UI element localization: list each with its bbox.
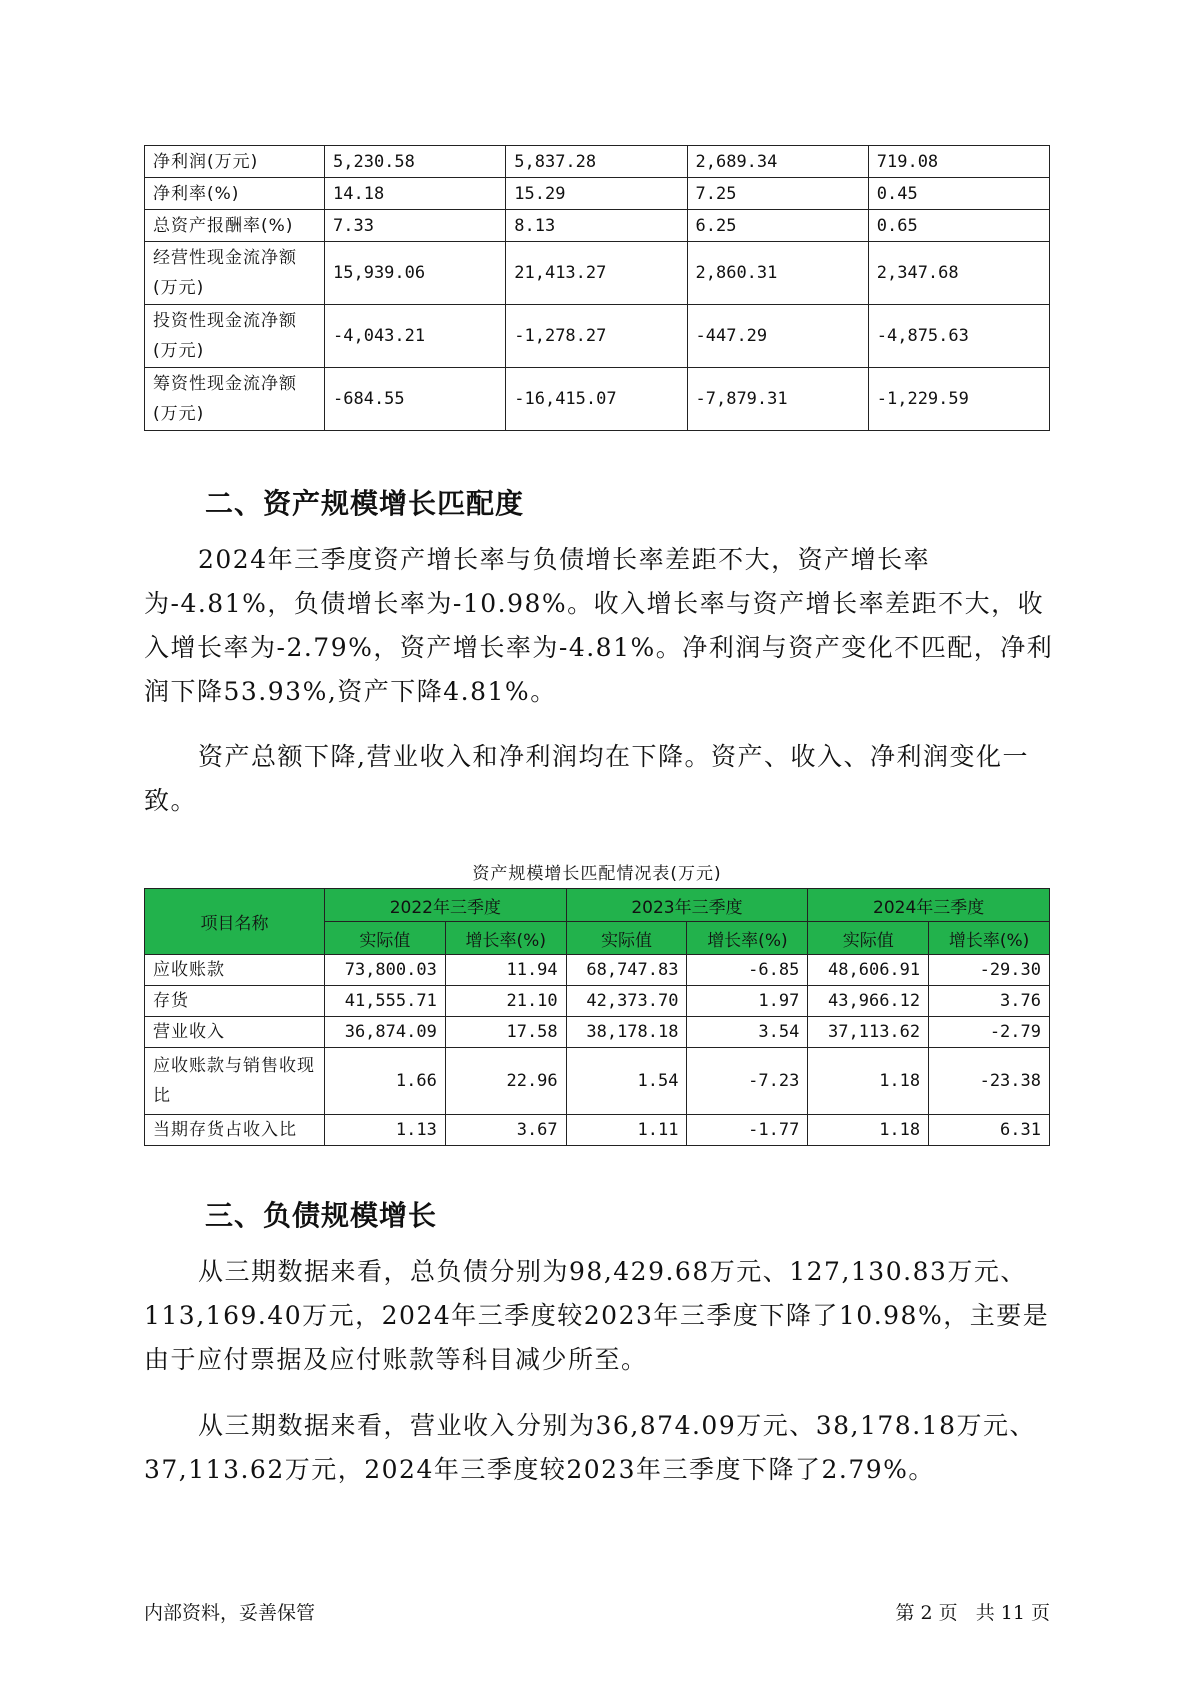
table-cell: 17.58 <box>445 1017 566 1048</box>
paragraph: 资产总额下降,营业收入和净利润均在下降。资产、收入、净利润变化一致。 <box>144 742 1029 815</box>
row-label: 筹资性现金流净额(万元) <box>145 368 325 431</box>
footer-page-number: 第 2 页 共 11 页 <box>895 1602 1050 1624</box>
table-row <box>145 305 1050 368</box>
table-cell: 1.11 <box>566 1115 687 1146</box>
row-label: 应收账款与销售收现比 <box>145 1048 325 1115</box>
table-row <box>145 178 1050 210</box>
table-cell: -16,415.07 <box>506 368 687 431</box>
table-cell: 68,747.83 <box>566 955 687 986</box>
table-cell: 14.18 <box>325 178 506 210</box>
paragraph: 从三期数据来看，总负债分别为98,429.68万元、127,130.83万元、113,169.40万元，2024年三季度较2023年三季度下降了10.98%，主要是由于应付票据及应付账款等科目减少所至。 <box>144 1257 1050 1374</box>
table-row <box>145 368 1050 431</box>
table-cell: -23.38 <box>929 1048 1050 1115</box>
table-cell: 0.65 <box>868 210 1049 242</box>
table-cell: 0.45 <box>868 178 1049 210</box>
table-cell: 3.76 <box>929 986 1050 1017</box>
table-cell: 38,178.18 <box>566 1017 687 1048</box>
row-label: 经营性现金流净额(万元) <box>145 242 325 305</box>
table-cell: 3.67 <box>445 1115 566 1146</box>
table-row <box>145 242 1050 305</box>
table-cell: -7.23 <box>687 1048 808 1115</box>
table-cell: 15,939.06 <box>325 242 506 305</box>
table-cell: 1.66 <box>325 1048 446 1115</box>
table-cell: 11.94 <box>445 955 566 986</box>
column-header-period: 2024年三季度 <box>808 889 1050 922</box>
table-cell: 5,230.58 <box>325 146 506 178</box>
table-cell: 73,800.03 <box>325 955 446 986</box>
table-cell: 719.08 <box>868 146 1049 178</box>
row-label: 总资产报酬率(%) <box>145 210 325 242</box>
table-row <box>145 986 1050 1017</box>
table-cell: 21.10 <box>445 986 566 1017</box>
table-cell: -684.55 <box>325 368 506 431</box>
column-subheader: 实际值 <box>808 922 929 955</box>
table-cell: 6.31 <box>929 1115 1050 1146</box>
paragraph: 从三期数据来看，营业收入分别为36,874.09万元、38,178.18万元、37,113.62万元，2024年三季度较2023年三季度下降了2.79%。 <box>144 1411 1036 1484</box>
table-row <box>145 210 1050 242</box>
table-cell: 3.54 <box>687 1017 808 1048</box>
table-row <box>145 146 1050 178</box>
table-cell: -1,278.27 <box>506 305 687 368</box>
table-row <box>145 1048 1050 1115</box>
table-cell: 41,555.71 <box>325 986 446 1017</box>
asset-growth-match-table <box>144 888 1050 1146</box>
table-cell: 21,413.27 <box>506 242 687 305</box>
table-cell: -4,043.21 <box>325 305 506 368</box>
table-cell: 5,837.28 <box>506 146 687 178</box>
row-label: 应收账款 <box>145 955 325 986</box>
table-cell: 37,113.62 <box>808 1017 929 1048</box>
table-cell: 48,606.91 <box>808 955 929 986</box>
table-cell: -447.29 <box>687 305 868 368</box>
row-label: 存货 <box>145 986 325 1017</box>
table-cell: -1.77 <box>687 1115 808 1146</box>
table-row <box>145 955 1050 986</box>
table-cell: -7,879.31 <box>687 368 868 431</box>
table-cell: 15.29 <box>506 178 687 210</box>
table-cell: 1.97 <box>687 986 808 1017</box>
column-header-period: 2022年三季度 <box>325 889 567 922</box>
table-cell: -2.79 <box>929 1017 1050 1048</box>
table-header-row <box>145 889 1050 922</box>
table-cell: -29.30 <box>929 955 1050 986</box>
section-heading-liability-growth: 三、负债规模增长 <box>205 1199 438 1232</box>
footer-left: 内部资料，妥善保管 <box>144 1602 316 1624</box>
column-subheader: 增长率(%) <box>929 922 1050 955</box>
row-label: 净利率(%) <box>145 178 325 210</box>
column-subheader: 增长率(%) <box>687 922 808 955</box>
column-subheader: 增长率(%) <box>445 922 566 955</box>
table-cell: 36,874.09 <box>325 1017 446 1048</box>
row-label: 当期存货占收入比 <box>145 1115 325 1146</box>
table-cell: 43,966.12 <box>808 986 929 1017</box>
table-cell: 1.13 <box>325 1115 446 1146</box>
table-cell: 1.18 <box>808 1115 929 1146</box>
column-subheader: 实际值 <box>325 922 446 955</box>
table-cell: 2,689.34 <box>687 146 868 178</box>
table-cell: 2,347.68 <box>868 242 1049 305</box>
row-label: 投资性现金流净额(万元) <box>145 305 325 368</box>
table-cell: 8.13 <box>506 210 687 242</box>
table-cell: -4,875.63 <box>868 305 1049 368</box>
column-header-period: 2023年三季度 <box>566 889 808 922</box>
table-cell: 7.25 <box>687 178 868 210</box>
section-heading-asset-growth: 二、资产规模增长匹配度 <box>205 487 525 520</box>
column-subheader: 实际值 <box>566 922 687 955</box>
table-cell: 42,373.70 <box>566 986 687 1017</box>
table-cell: -1,229.59 <box>868 368 1049 431</box>
row-label: 净利润(万元) <box>145 146 325 178</box>
paragraph: 2024年三季度资产增长率与负债增长率差距不大，资产增长率为-4.81%，负债增长率为-10.98%。收入增长率与资产增长率差距不大，收入增长率为-2.79%，资产增长率为-4.81%。净利润与资产变化不匹配，净利润下降53.93%,资产下降4.81%。 <box>144 545 1054 706</box>
table-cell: 22.96 <box>445 1048 566 1115</box>
table-cell: 7.33 <box>325 210 506 242</box>
table-cell: -6.85 <box>687 955 808 986</box>
table-cell: 2,860.31 <box>687 242 868 305</box>
row-label: 营业收入 <box>145 1017 325 1048</box>
column-header-item: 项目名称 <box>145 889 325 955</box>
financial-indicators-table <box>144 145 1050 431</box>
table-row <box>145 1017 1050 1048</box>
table-row <box>145 1115 1050 1146</box>
table-cell: 1.54 <box>566 1048 687 1115</box>
table-cell: 6.25 <box>687 210 868 242</box>
table-cell: 1.18 <box>808 1048 929 1115</box>
table-caption: 资产规模增长匹配情况表(万元) <box>472 864 722 884</box>
